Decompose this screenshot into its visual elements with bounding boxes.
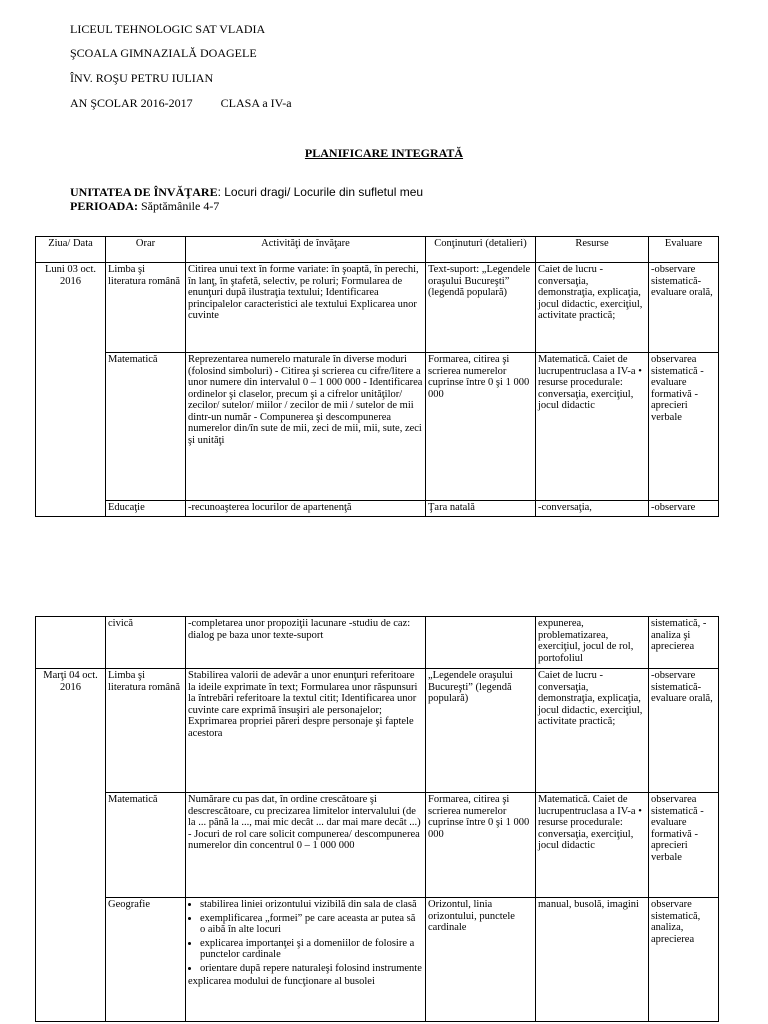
col-header-resources: Resurse: [536, 237, 649, 263]
content-cell: „Legendele oraşului Bucureşti” (legendă populară): [426, 669, 536, 793]
resources-cell: Matematică. Caiet de lucrupentruclasa a IV-a • resurse procedurale: conversaţia, exerciţiul, jocul didactic: [536, 353, 649, 501]
period-value: Săptămânile 4-7: [138, 199, 220, 213]
evaluation-cell: -observare sistematică-evaluare orală,: [649, 669, 719, 793]
table-row: [36, 353, 719, 501]
unit-label: UNITATEA DE ÎNVĂŢARE: [70, 185, 218, 199]
resources-cell: expunerea, problematizarea, exerciţiul, jocul de rol, portofoliul: [536, 617, 649, 669]
day-cell: Marţi 04 oct. 2016: [36, 669, 106, 1022]
activities-tail: explicarea modului de funcţionare al busolei: [188, 976, 375, 987]
activities-cell: Numărare cu pas dat, în ordine crescătoare şi descrescătoare, cu precizarea limitelor intervalului (de la ... până la ..., mai mic decât ... dar mai mare decât ...) - Jocuri de rol care solicit compunerea/ descompunerea numerelor din concentrul 0 – 1 000 000: [186, 793, 426, 898]
resources-cell: manual, busolă, imagini: [536, 898, 649, 1022]
subject-cell: Educaţie: [106, 501, 186, 517]
col-header-activities: Activităţi de învăţare: [186, 237, 426, 263]
day-cell: Luni 03 oct. 2016: [36, 263, 106, 517]
class-name: CLASA a IV-a: [220, 96, 292, 110]
teacher-name: ÎNV. ROŞU PETRU IULIAN: [70, 71, 214, 85]
subject-cell: Geografie: [106, 898, 186, 1022]
content-cell: Formarea, citirea şi scrierea numerelor cuprinse între 0 şi 1 000 000: [426, 353, 536, 501]
list-item: • explicarea importanţei şi a domeniilor de folosire a punctelor cardinale: [200, 938, 423, 961]
table-row: [36, 793, 719, 898]
evaluation-cell: observarea sistematică -evaluare formativă -aprecieri verbale: [649, 793, 719, 898]
col-header-evaluation: Evaluare: [649, 237, 719, 263]
resources-cell: -conversaţia,: [536, 501, 649, 517]
table-row: [36, 617, 719, 669]
col-header-day: Ziua/ Data: [36, 237, 106, 263]
evaluation-cell: observare sistematică, analiza, aprecierea: [649, 898, 719, 1022]
content-cell: Text-suport: „Legendele oraşului Bucureşti” (legendă populară): [426, 263, 536, 353]
subject-cell: civică: [106, 617, 186, 669]
document-title: PLANIFICARE INTEGRATĂ: [304, 146, 464, 160]
table-header-row: [36, 237, 719, 263]
school-name: LICEUL TEHNOLOGIC SAT VLADIA: [70, 22, 266, 36]
content-cell: [426, 617, 536, 669]
activities-cell: Citirea unui text în forme variate: în şoaptă, în perechi, în lanţ, în ştafetă, selectiv, pe roluri; Formularea de enunţuri după ilustraţia textului; Identificarea principalelor caracteristici ale textului Explicarea unor cuvinte: [186, 263, 426, 353]
evaluation-cell: -observare sistematică-evaluare orală,: [649, 263, 719, 353]
subject-cell: Limba şi literatura română: [106, 669, 186, 793]
unit-line: [70, 185, 423, 199]
resources-cell: Matematică. Caiet de lucrupentruclasa a IV-a • resurse procedurale: conversaţia, exerciţiul, jocul didactic: [536, 793, 649, 898]
activities-cell: [186, 898, 426, 1022]
activities-bullet-list: [188, 899, 423, 974]
col-header-schedule: Orar: [106, 237, 186, 263]
table-row: [36, 669, 719, 793]
page-gap: [0, 540, 768, 600]
content-cell: Orizontul, linia orizontului, punctele cardinale: [426, 898, 536, 1022]
year-class-line: [70, 96, 292, 110]
school-subname: ŞCOALA GIMNAZIALĂ DOAGELE: [70, 46, 257, 60]
subject-cell: Limba şi literatura română: [106, 263, 186, 353]
resources-cell: Caiet de lucru -conversaţia, demonstraţia, explicaţia, jocul didactic, exerciţiul, activitate practică;: [536, 263, 649, 353]
list-item: • orientare după repere naturaleşi folosind instrumente: [200, 963, 423, 975]
period-label: PERIOADA:: [70, 199, 138, 213]
list-item: • exemplificarea „formei” pe care aceasta ar putea să o aibă în alte locuri: [200, 913, 423, 936]
content-cell: Ţara natală: [426, 501, 536, 517]
day-cell: [36, 617, 106, 669]
activities-cell: -completarea unor propoziţii lacunare -studiu de caz: dialog pe baza unor texte-suport: [186, 617, 426, 669]
evaluation-cell: sistematică, -analiza şi aprecierea: [649, 617, 719, 669]
activities-cell: -recunoaşterea locurilor de apartenenţă: [186, 501, 426, 517]
content-cell: Formarea, citirea şi scrierea numerelor cuprinse între 0 şi 1 000 000: [426, 793, 536, 898]
subject-cell: Matematică: [106, 353, 186, 501]
list-item: • stabilirea liniei orizontului vizibilă din sala de clasă: [200, 899, 423, 911]
activities-cell: Stabilirea valorii de adevăr a unor enunţuri referitoare la ideile exprimate în text; Formularea unor răspunsuri la întrebări referitoare la textul citit; Identificarea unor cuvinte care exprimă însuşiri ale personajelor; Exprimarea propriei păreri despre personaje şi faptele acestora: [186, 669, 426, 793]
subject-cell: Matematică: [106, 793, 186, 898]
table-row: [36, 263, 719, 353]
resources-cell: Caiet de lucru -conversaţia, demonstraţia, explicaţia, jocul didactic, exerciţiul, activitate practică;: [536, 669, 649, 793]
table-row: [36, 898, 719, 1022]
table-row: [36, 501, 719, 517]
evaluation-cell: -observare: [649, 501, 719, 517]
plan-table-page-2: [35, 616, 719, 1022]
activities-cell: Reprezentarea numerelo rnaturale în diverse moduri (folosind simboluri) - Citirea şi scrierea cu cifre/litere a unor numere din intervalul 0 – 1 000 000 - Identificarea ordinelor şi claselor, precum şi a cifrelor unităţilor/ zecilor/ sutelor/ miilor / zecilor de mii / sutelor de mii dintr-un număr - Compunerea şi descompunerea numerelor din/în sute de mii, zeci de mii, mii, sute, zeci şi unităţi: [186, 353, 426, 501]
evaluation-cell: observarea sistematică -evaluare formativă -aprecieri verbale: [649, 353, 719, 501]
period-line: [70, 199, 219, 213]
unit-value: : Locuri dragi/ Locurile din sufletul meu: [217, 185, 424, 199]
col-header-content: Conţinuturi (detalieri): [426, 237, 536, 263]
school-year: AN ŞCOLAR 2016-2017: [70, 96, 193, 110]
plan-table-page-1: [35, 236, 719, 517]
document-page-2: [0, 600, 768, 1024]
